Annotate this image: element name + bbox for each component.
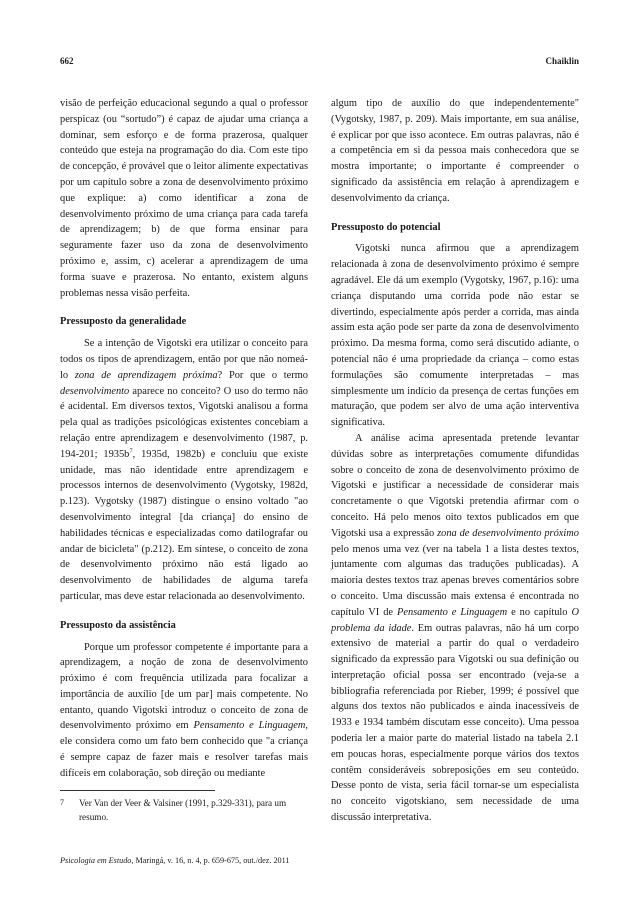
journal-name: Psicologia em Estudo: [60, 856, 132, 865]
footnote-text: Ver Van der Veer & Valsiner (1991, p.329-331), para um resumo.: [79, 798, 287, 822]
paragraph: visão de perfeição educacional segundo a qual o professor perspicaz (ou “sortudo”) é capaz de ajudar uma criança a dominar, sem esforço e de forma prazerosa, qualquer conteúdo que esteja na programação do dia. Com este tipo de concepção, é provável que o leitor alimente expectativas por um capítulo sobre a zona de desenvolvimento próximo que explique: a) como identificar a zona de desenvolvimento próximo de uma criança para cada tarefa de aprendizagem; b) de que forma ensinar para seguramente fazer uso da zona de desenvolvimento próximo e, assim, c) acelerar a aprendizagem de uma forma suave e prazerosa. No entanto, existem alguns problemas nessa visão perfeita.: [60, 98, 308, 299]
footnote-reference: 7: [129, 447, 133, 455]
paragraph: algum tipo de auxílio do que independentemente" (Vygotsky, 1987, p. 209). Mais importante, em sua análise, é explicar por que isso acontece. Em outras palavras, não é a competência em si da pessoa mais conhecedora que se mostra importante; o importante é compreender o significado da assistência em relação à aprendizagem e desenvolvimento da criança.: [331, 98, 579, 204]
running-author: Chaiklin: [545, 56, 579, 66]
paragraph: Porque um professor competente é importante para a aprendizagem, a noção de zona de desenvolvimento próximo é com frequência utilizada para focalizar a importância de auxílio [de um par] mais competente. No entanto, quando Vigotski introduz o conceito de zona de desenvolvimento próximo em Pensamento e Linguagem, ele considera como um fato bem conhecido que "a criança é sempre capaz de fazer mais e resolver tarefas mais difíceis em colaboração, sob direção ou mediante: [60, 641, 308, 779]
section-heading-assistencia: Pressuposto da assistência: [60, 619, 176, 631]
right-column: [331, 96, 579, 826]
page-footer: [60, 856, 290, 865]
footnote-rule: [60, 790, 215, 791]
paragraph: A análise acima apresentada pretende levantar dúvidas sobre as interpretações comumente difundidas sobre o conceito de zona de desenvolvimento próximo de Vigotski e justificar a necessidade de considerar mais concretamente o que Vigotski pretendia afirmar com o conceito. Há pelo menos oito textos publicados em que Vigotski usa a expressão zona de desenvolvimento próximo pelo menos uma vez (ver na tabela 1 a lista destes textos, juntamente com algumas das traduções publicadas). A maioria destes textos traz apenas breves comentários sobre o conceito. Uma discussão mais extensa é encontrada no capítulo VI de Pensamento e Linguagem e no capítulo O problema da idade. Em outras palavras, não há um corpo extensivo de material a partir do qual o verdadeiro significado da expressão para Vigotski ou sua definição ou interpretação oficial possa ser encontrado (veja-se a bibliografia referenciada por Rieber, 1999; é possível que alguns dos textos não publicados e ainda inacessíveis de 1933 e 1934 também discutam esse conceito). Uma pessoa poderia ler a maior parte do material listado na tabela 2.1 em poucas horas, especialmente porque vários dos textos contêm consideráveis sobreposições em seu conteúdo. Desse ponto de vista, seria fácil tornar-se um especialista no conceito vigotskiano, sem necessidade de uma discussão interpretativa.: [331, 432, 579, 824]
section-heading-generalidade: Pressuposto da generalidade: [60, 316, 187, 328]
paragraph: Vigotski nunca afirmou que a aprendizagem relacionada à zona de desenvolvimento próximo é sempre agradável. Ele dá um exemplo (Vygotsky, 1967, p.16): uma criança disputando uma corrida pode não estar se divertindo, especialmente após perder a corrida, mas ainda assim esta ação pode ser parte da zona de desenvolvimento próximo. Da mesma forma, como será discutido adiante, o potencial não é uma propriedade da criança – como estas formulações são comumente interpretadas – mas simplesmente um indício da presença de certas funções em maturação, que podem ser alvo de uma ação interventiva significativa.: [331, 243, 579, 429]
running-header: [60, 56, 579, 68]
section-heading-potencial: Pressuposto do potencial: [331, 221, 441, 233]
page-number: 662: [60, 56, 74, 66]
journal-citation: , Maringá, v. 16, n. 4, p. 659-675, out./dez. 2011: [131, 856, 290, 865]
left-column: [60, 96, 308, 782]
footnote: [60, 796, 308, 824]
footnote-mark: 7: [60, 798, 64, 807]
paragraph: Se a intenção de Vigotski era utilizar o conceito para todos os tipos de aprendizagem, então por que não nomeá-lo zona de aprendizagem próxima? Por que o termo desenvolvimento aparece no conceito? O uso do termo não é acidental. Em diversos textos, Vigotski analisou a forma pela qual as tradições psicológicas existentes concebiam a relação entre aprendizagem e desenvolvimento (1987, p. 194-201; $1935b^7$, 1935d, 1982b) e concluiu que existe unidade, mas não identidade entre aprendizagem e processos internos de desenvolvimento (Vygotsky, 1982d, p.123). Vygotsky (1987) distingue o ensino voltado "ao desenvolvimento integral [da criança] do ensino de habilidades técnicas e especializadas como datilografar ou andar de bicicleta" (p.212). Em síntese, o conceito de zona de desenvolvimento próximo não está ligado ao desenvolvimento de habilidades de alguma tarefa particular, mas deve estar relacionada ao desenvolvimento.: [60, 338, 309, 602]
